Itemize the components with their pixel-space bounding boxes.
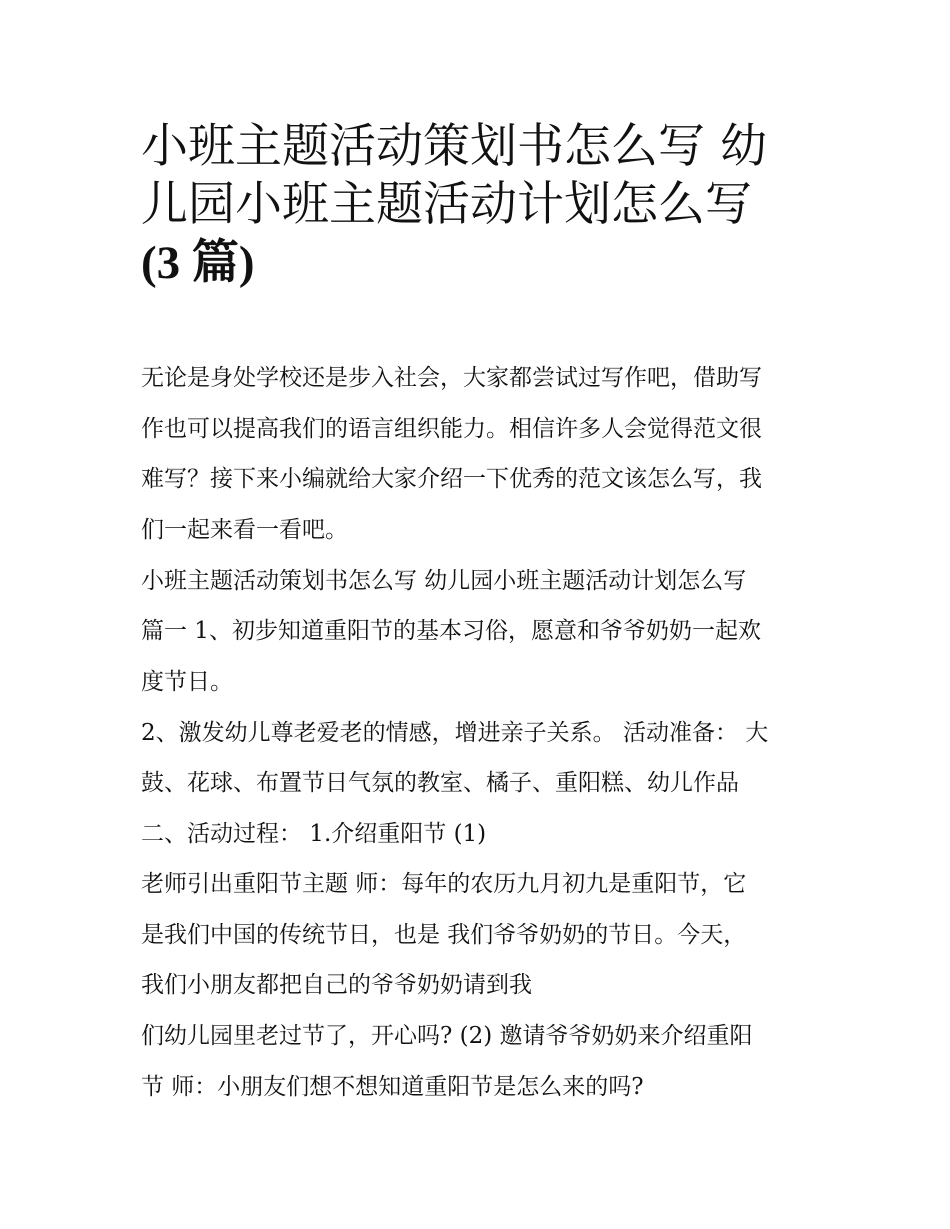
body-line-1: 无论是身处学校还是步入社会，大家都尝试过写作吧，借助写 [141, 365, 762, 391]
body-line-9: 鼓、花球、布置节日气氛的教室、橘子、重阳糕、幼儿作品 [141, 770, 739, 796]
body-line-3: 难写？接下来小编就给大家介绍一下优秀的范文该怎么写，我 [141, 466, 762, 492]
body-line-10: 二、活动过程： 1.介绍重阳节 (1) [141, 821, 487, 847]
document-title [141, 118, 821, 292]
body-line-14: 们幼儿园里老过节了，开心吗? (2) 邀请爷爷奶奶来介绍重阳 [141, 1023, 753, 1049]
title-line-2: 儿园小班主题活动计划怎么写 [141, 177, 752, 232]
body-line-11: 老师引出重阳节主题 师：每年的农历九月初九是重阳节，它 [141, 871, 747, 897]
body-line-6: 篇一 1、初步知道重阳节的基本习俗，愿意和爷爷奶奶一起欢 [141, 618, 761, 644]
body-line-12: 是我们中国的传统节日，也是 我们爷爷奶奶的节日。今天， [141, 922, 747, 948]
title-line-1: 小班主题活动策划书怎么写 幼 [141, 119, 767, 174]
body-line-4: 们一起来看一看吧。 [141, 517, 348, 543]
body-line-8: 2、激发幼儿尊老爱老的情感，增进亲子关系。 活动准备： 大 [141, 720, 769, 746]
body-line-13: 我们小朋友都把自己的爷爷奶奶请到我 [141, 972, 532, 998]
body-line-5: 小班主题活动策划书怎么写 幼儿园小班主题活动计划怎么写 [141, 568, 747, 594]
body-line-15: 节 师：小朋友们想不想知道重阳节是怎么来的吗? [141, 1074, 644, 1100]
title-line-3: (3 篇) [141, 237, 255, 289]
body-line-2: 作也可以提高我们的语言组织能力。相信许多人会觉得范文很 [141, 416, 762, 442]
body-line-7: 度节日。 [141, 669, 233, 695]
